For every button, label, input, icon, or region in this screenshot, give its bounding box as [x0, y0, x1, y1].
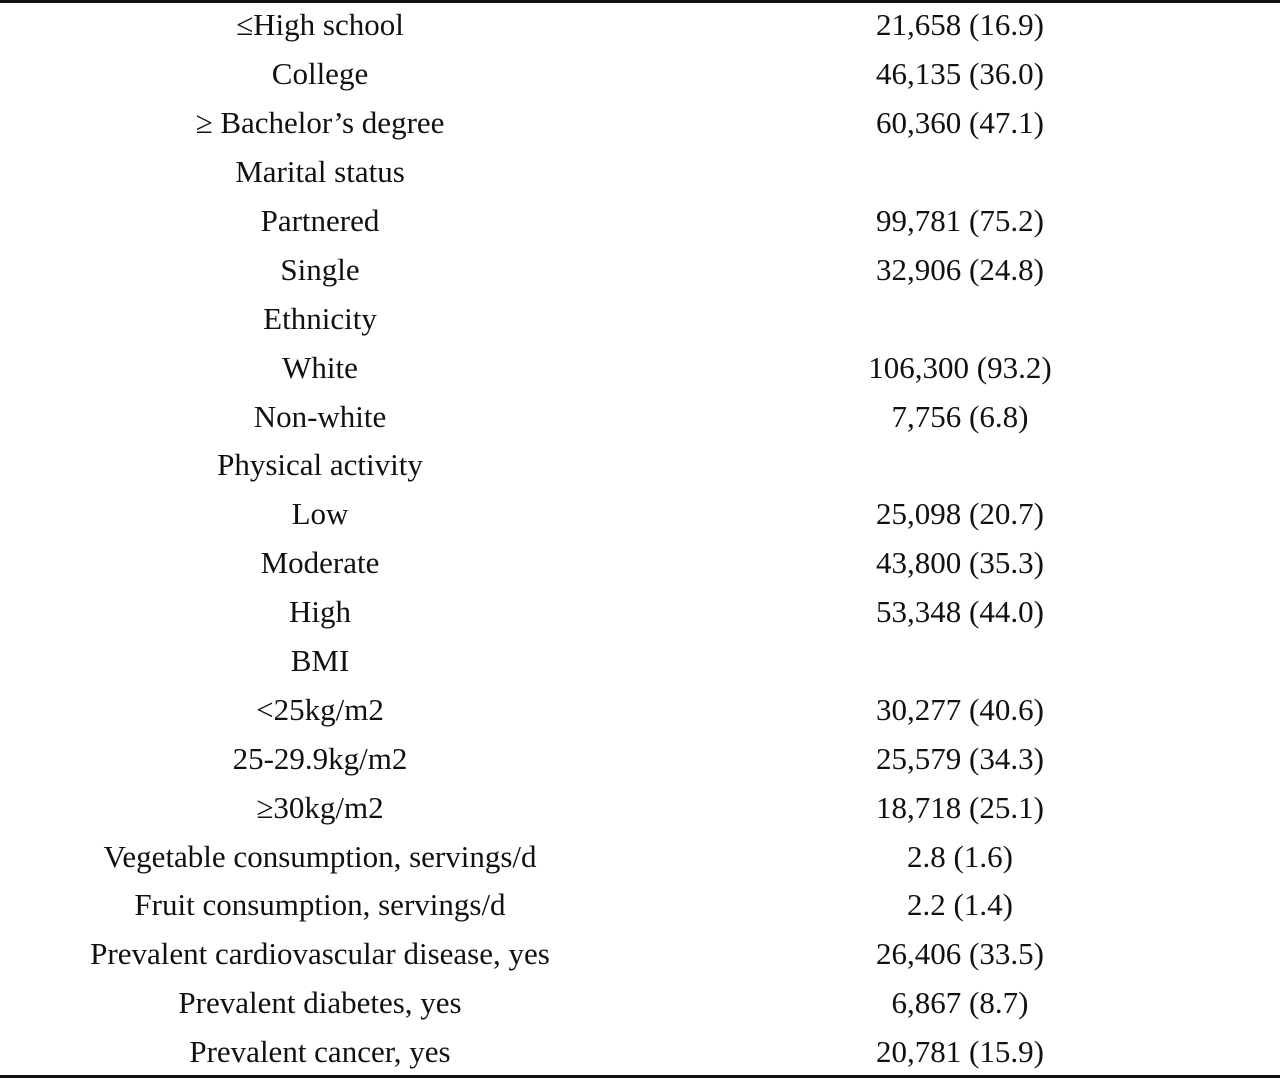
table-row	[0, 1, 1280, 50]
table-row	[0, 734, 1280, 783]
table-row	[0, 245, 1280, 294]
table-row	[0, 99, 1280, 148]
row-value: 43,800 (35.3)	[876, 545, 1044, 581]
row-value: 32,906 (24.8)	[876, 251, 1044, 287]
table-body	[0, 1, 1280, 1077]
row-label: ≥ Bachelor’s degree	[195, 105, 445, 141]
table-row	[0, 685, 1280, 734]
table-row	[0, 539, 1280, 588]
table-row	[0, 832, 1280, 881]
table-row	[0, 979, 1280, 1028]
table-row	[0, 148, 1280, 197]
table-row	[0, 1028, 1280, 1077]
row-value: 20,781 (15.9)	[876, 1034, 1044, 1070]
row-label: Single	[280, 251, 360, 287]
row-label: Physical activity	[217, 447, 423, 483]
row-value: 53,348 (44.0)	[876, 594, 1044, 630]
table-row	[0, 881, 1280, 930]
table-row	[0, 197, 1280, 246]
row-value: 106,300 (93.2)	[868, 349, 1052, 385]
row-label: BMI	[290, 643, 350, 679]
row-label: Vegetable consumption, servings/d	[103, 838, 537, 874]
row-label: Prevalent cardiovascular disease, yes	[90, 936, 550, 972]
table-row	[0, 343, 1280, 392]
row-value: 26,406 (33.5)	[876, 936, 1044, 972]
table-row	[0, 588, 1280, 637]
row-label: Low	[291, 496, 349, 532]
row-value: 30,277 (40.6)	[876, 691, 1044, 727]
row-label: Non-white	[253, 398, 387, 434]
row-label: College	[271, 56, 369, 92]
table-row	[0, 637, 1280, 686]
row-value: 25,579 (34.3)	[876, 740, 1044, 776]
table-row	[0, 441, 1280, 490]
row-label: <25kg/m2	[256, 691, 384, 727]
table-row	[0, 50, 1280, 99]
row-label: White	[282, 349, 358, 385]
table-row	[0, 490, 1280, 539]
table-row	[0, 294, 1280, 343]
table-row	[0, 392, 1280, 441]
row-value: 25,098 (20.7)	[876, 496, 1044, 532]
row-label: 25-29.9kg/m2	[232, 740, 408, 776]
row-value: 21,658 (16.9)	[876, 7, 1044, 43]
row-value: 6,867 (8.7)	[891, 985, 1029, 1021]
row-value: 60,360 (47.1)	[876, 105, 1044, 141]
row-value: 2.2 (1.4)	[907, 887, 1013, 923]
row-label: Partnered	[260, 203, 380, 238]
row-value: 18,718 (25.1)	[876, 789, 1044, 825]
row-label: Fruit consumption, servings/d	[134, 887, 506, 923]
table-row	[0, 783, 1280, 832]
row-label: ≥30kg/m2	[256, 789, 384, 825]
row-label: High	[289, 594, 351, 630]
row-value: 7,756 (6.8)	[891, 398, 1029, 434]
row-value: 2.8 (1.6)	[907, 838, 1013, 874]
row-label: ≤High school	[236, 7, 404, 43]
row-value: 46,135 (36.0)	[876, 56, 1044, 92]
row-label: Marital status	[235, 154, 405, 190]
row-label: Ethnicity	[263, 300, 377, 336]
row-label: Prevalent diabetes, yes	[178, 985, 462, 1021]
row-label: Prevalent cancer, yes	[189, 1034, 451, 1070]
table-bottom-rule	[0, 1075, 1280, 1078]
row-value: 99,781 (75.2)	[876, 203, 1044, 238]
table-row	[0, 930, 1280, 979]
row-label: Moderate	[260, 545, 380, 581]
